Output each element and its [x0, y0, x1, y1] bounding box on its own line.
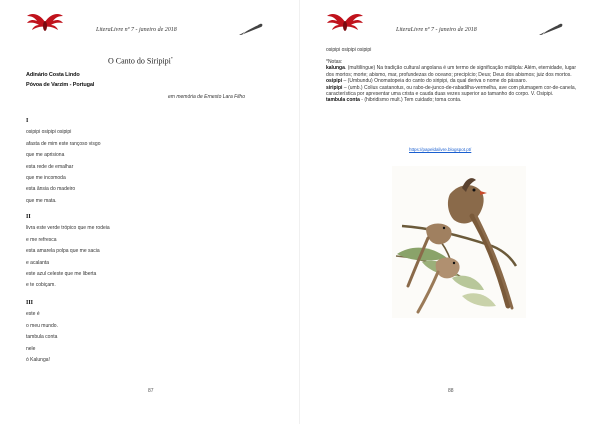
poem-line: que me incomoda — [26, 174, 66, 181]
blog-link[interactable]: https://papeldalivre.blogspot.pt/ — [409, 147, 472, 152]
poem-section-2 — [26, 212, 110, 292]
poem-line: tambula conta — [26, 334, 58, 341]
author-name: Adinário Costa Lindo — [26, 72, 80, 78]
poem-line: que me aprisiona — [26, 152, 65, 159]
note-siripipi: siripipi – (umb.) Colius castanotus, ou rabo-de-junco-de-rabadilha-vermelha, ave com plumagem cor-de-canela, característica por apresentar uma crista e cauda duas vezes superior ao tamanho do corpo. V. Osipipi. — [326, 84, 576, 98]
right-page-number: 88 — [448, 388, 454, 394]
left-header-text: LiteraLivre nº 7 - janeiro de 2018 — [96, 27, 177, 33]
poem-section-1 — [26, 116, 100, 207]
notes-heading: *Notas: — [326, 59, 343, 65]
poem-line: que me mata. — [26, 197, 57, 204]
right-header-text: LiteraLivre nº 7 - janeiro de 2018 — [396, 27, 477, 33]
poem-line: esta rede de emalhar — [26, 163, 74, 170]
poem-line: e acalanta — [26, 259, 50, 266]
author-block — [26, 70, 94, 90]
poem-line: osipipi osipipi osipipi — [26, 129, 72, 136]
author-place: Póvoa de Varzim - Portugal — [26, 82, 95, 88]
note-kalunga: kalunga. (multilíngue) Na tradição cultural angolana é um termo de significação múltipla: Além, eternidade, lugar dos mortos; morte; abismo, mar, profundezas do oceano; precipício; Deus; Deus dos abismos; juiz dos mortos. — [326, 65, 576, 78]
poem-section-3 — [26, 298, 58, 366]
note-osipipi: osipipi – (Umbundu) Onomatopeia do canto do siripipi, da qual deriva o nome do pássaro. — [326, 78, 527, 85]
poem-line: e te cobiçam. — [26, 282, 56, 289]
note-tambula-conta: tambula conta - (hibridismo mult.) Tem cuidado; toma conta. — [326, 97, 462, 104]
poem-line: afasta de mim este rançoso visgo — [26, 140, 101, 147]
poem-line: nele — [26, 345, 36, 352]
section-numeral: III — [26, 300, 34, 306]
poem-last-line: osipipi osipipi osipipi — [326, 47, 372, 53]
dedication: em memória de Ernesto Lara Filho — [168, 94, 245, 100]
red-winged-bird-logo-icon — [326, 10, 364, 34]
left-page-number: 87 — [148, 388, 154, 394]
poem-line: este azul celeste que me liberta — [26, 270, 97, 277]
poem-line: ó Kalunga! — [26, 356, 50, 363]
section-numeral: I — [26, 118, 29, 124]
poem-line: livra este verde trópico que me rodeia — [26, 225, 110, 232]
poem-title: O Canto do Siripipi* — [108, 56, 173, 66]
poem-line: este é — [26, 311, 40, 318]
poem-line: o meu mundo. — [26, 322, 58, 329]
quill-pen-icon — [538, 22, 564, 36]
poem-line: esta ânsia do madeiro — [26, 186, 76, 193]
poem-line: esta amarela polpa que me sacia — [26, 248, 100, 255]
poem-line: e me refresca — [26, 236, 57, 243]
section-numeral: II — [26, 214, 31, 220]
mousebirds-illustration — [392, 166, 526, 318]
red-winged-bird-logo-icon — [26, 10, 64, 34]
notes-block — [326, 59, 576, 104]
quill-pen-icon — [238, 22, 264, 36]
